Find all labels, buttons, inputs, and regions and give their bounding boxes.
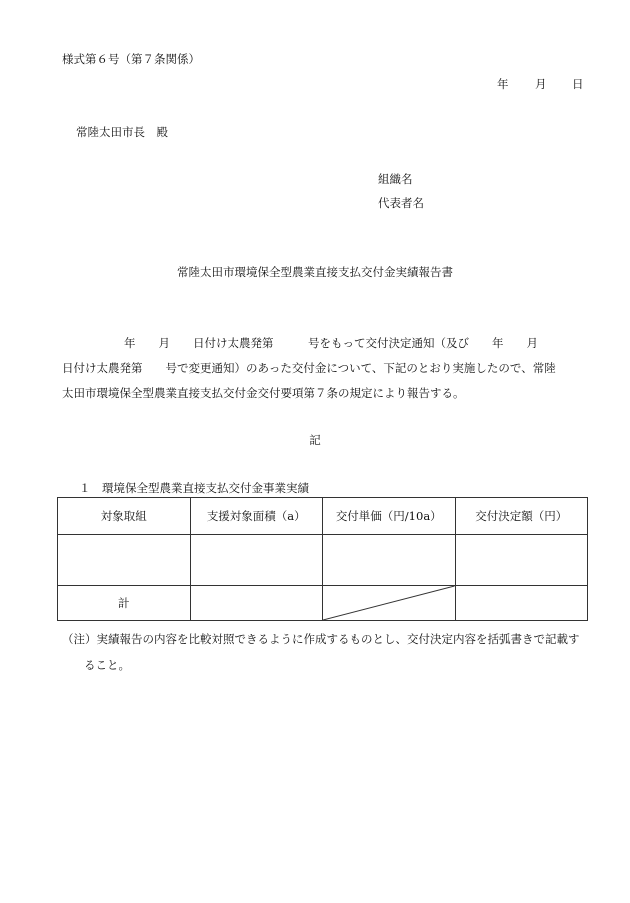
header-target-activity: 対象取組	[58, 498, 191, 535]
table-cell	[190, 586, 323, 621]
organization-label: 組織名	[378, 172, 413, 186]
header-decision-amount: 交付決定額（円）	[455, 498, 588, 535]
representative-label: 代表者名	[378, 196, 424, 210]
body-paragraph	[62, 331, 590, 406]
table-cell	[190, 535, 323, 586]
total-label: 計	[58, 586, 191, 621]
body-line-1: 年 月 日付け太農発第 号をもって交付決定通知（及び 年 月	[124, 336, 538, 350]
table-cell	[455, 535, 588, 586]
table-header-row	[58, 498, 588, 535]
footnote-line-1: （注）実績報告の内容を比較対照できるように作成するものとし、交付決定内容を括弧書きで記載す	[62, 632, 580, 646]
body-line-3: 太田市環境保全型農業直接支払交付金交付要項第７条の規定により報告する。	[62, 386, 465, 400]
footnote	[62, 626, 590, 678]
document-title: 常陸太田市環境保全型農業直接支払交付金実績報告書	[177, 265, 453, 279]
header-support-area: 支援対象面積（a）	[190, 498, 323, 535]
addressee: 常陸太田市長 殿	[76, 125, 168, 139]
table-cell	[455, 586, 588, 621]
header-unit-price: 交付単価（円/10a）	[323, 498, 456, 535]
date-year-label: 年	[497, 77, 509, 91]
table-row	[58, 535, 588, 586]
form-number: 様式第６号（第７条関係）	[62, 52, 200, 66]
date-day-label: 日	[572, 77, 584, 91]
table-cell	[58, 535, 191, 586]
section-heading: １ 環境保全型農業直接支払交付金事業実績	[79, 481, 309, 495]
results-table	[57, 497, 588, 621]
footnote-line-2: ること。	[84, 658, 130, 672]
ki-heading: 記	[309, 433, 321, 447]
date-month-label: 月	[535, 77, 547, 91]
table-cell	[323, 535, 456, 586]
diagonal-cell	[323, 586, 456, 621]
body-line-2: 日付け太農発第 号で変更通知）のあった交付金について、下記のとおり実施したので、常陸	[62, 361, 556, 375]
table-total-row	[58, 586, 588, 621]
diagonal-line	[323, 586, 455, 620]
